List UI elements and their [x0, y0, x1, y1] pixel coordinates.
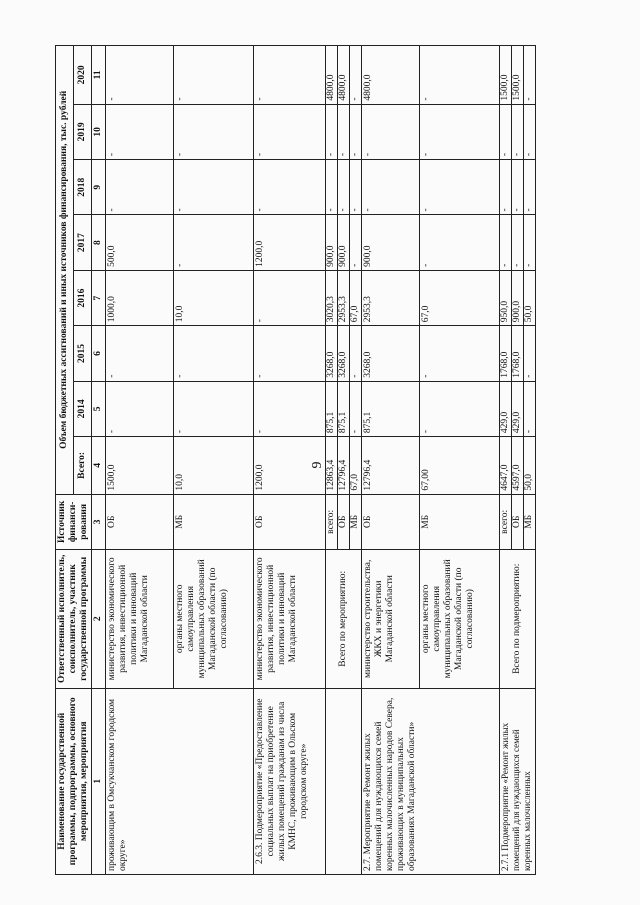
- executor: министерство строительства, ЖКХ и энергетики Магаданской области: [362, 550, 420, 689]
- executor: министерство экономического развития, инвестиционной политики и инноваций Магаданской области: [106, 550, 174, 689]
- value-cell: 4800,0: [326, 46, 338, 105]
- value-cell: 3268,0: [326, 326, 338, 381]
- value-cell: 1200,0: [254, 437, 326, 495]
- value-cell: 67,0: [350, 270, 362, 325]
- index-row: [92, 46, 106, 875]
- value-cell: -: [524, 215, 536, 270]
- value-cell: 2953,3: [362, 270, 420, 325]
- value-cell: 1768,0: [512, 326, 524, 381]
- value-cell: 900,0: [338, 215, 350, 270]
- value-cell: 67,00: [420, 437, 500, 495]
- value-cell: -: [350, 326, 362, 381]
- table-row: [362, 46, 420, 875]
- value-cell: -: [338, 104, 350, 159]
- value-cell: -: [420, 326, 500, 381]
- value-cell: -: [338, 160, 350, 215]
- value-cell: 10,0: [174, 270, 254, 325]
- index-cell: 2: [92, 550, 106, 689]
- header-name: Наименование государственной программы, подпрограммы, основного мероприятия, мероприятия: [56, 688, 92, 874]
- value-cell: 1200,0: [254, 215, 326, 270]
- executor: министерство экономического развития, инвестиционной политики и инноваций Магаданской области: [254, 550, 326, 689]
- value-cell: 900,0: [512, 270, 524, 325]
- value-cell: -: [106, 46, 174, 105]
- source: ОБ: [254, 494, 326, 549]
- index-cell: 1: [92, 688, 106, 874]
- value-cell: 1000,0: [106, 270, 174, 325]
- value-cell: -: [362, 104, 420, 159]
- value-cell: -: [350, 381, 362, 436]
- total-row: [500, 46, 512, 875]
- value-cell: -: [420, 104, 500, 159]
- source: МБ: [524, 494, 536, 549]
- header-executor: Ответственный исполнитель, соисполнитель, участник государственной программы: [56, 550, 92, 689]
- header-year: 2014: [74, 381, 92, 436]
- rotated-table-wrapper: [55, 45, 585, 875]
- index-cell: 6: [92, 326, 106, 381]
- source: МБ: [174, 494, 254, 549]
- total-label: Всего по подмероприятию:: [500, 550, 536, 689]
- index-cell: 3: [92, 494, 106, 549]
- measure-name: 2.7.1 Подмероприятие «Ремонт жилых помещений для нуждающихся семей коренных малочисленных: [500, 688, 536, 874]
- value-cell: -: [524, 104, 536, 159]
- measure-name: 2.6.3. Подмероприятие «Предоставление социальных выплат на приобретение жилых помещений гражданам из числа КМНС, проживающим в Ольском городском округе»: [254, 688, 326, 874]
- source: ОБ: [338, 494, 350, 549]
- table-row: [254, 46, 326, 875]
- value-cell: -: [174, 46, 254, 105]
- value-cell: -: [512, 215, 524, 270]
- value-cell: 500,0: [106, 215, 174, 270]
- value-cell: -: [500, 215, 512, 270]
- value-cell: 875,1: [338, 381, 350, 436]
- source: ОБ: [512, 494, 524, 549]
- value-cell: 950,0: [500, 270, 512, 325]
- value-cell: -: [350, 215, 362, 270]
- funding-table: [55, 45, 536, 875]
- value-cell: 1500,0: [500, 46, 512, 105]
- value-cell: 4647,0: [500, 437, 512, 495]
- value-cell: -: [350, 46, 362, 105]
- header-row: [56, 46, 74, 875]
- value-cell: 67,0: [420, 270, 500, 325]
- value-cell: -: [420, 215, 500, 270]
- value-cell: 3268,0: [338, 326, 350, 381]
- index-cell: 10: [92, 104, 106, 159]
- value-cell: 900,0: [362, 215, 420, 270]
- value-cell: -: [500, 104, 512, 159]
- executor: органы местного самоуправления муниципальных образований Магаданской области (по согласованию): [420, 550, 500, 689]
- value-cell: -: [420, 160, 500, 215]
- value-cell: -: [524, 160, 536, 215]
- empty-cell: [326, 688, 362, 874]
- header-year: 2015: [74, 326, 92, 381]
- value-cell: -: [254, 104, 326, 159]
- value-cell: -: [362, 160, 420, 215]
- total-row: [326, 46, 338, 875]
- source: всего:: [500, 494, 512, 549]
- value-cell: 12796,4: [338, 437, 350, 495]
- measure-name: проживающим в Омсукчанском городском округе»: [106, 688, 254, 874]
- index-cell: 4: [92, 437, 106, 495]
- value-cell: -: [524, 326, 536, 381]
- value-cell: -: [254, 46, 326, 105]
- value-cell: -: [106, 326, 174, 381]
- index-cell: 8: [92, 215, 106, 270]
- source: всего:: [326, 494, 338, 549]
- value-cell: -: [174, 381, 254, 436]
- header-source: Источник финанси-рования: [56, 494, 92, 549]
- value-cell: 1768,0: [500, 326, 512, 381]
- index-cell: 11: [92, 46, 106, 105]
- value-cell: 900,0: [326, 215, 338, 270]
- source: МБ: [420, 494, 500, 549]
- value-cell: 12796,4: [362, 437, 420, 495]
- header-funding: Объем бюджетных ассигнований и иных источников финансирования, тыс. рублей: [56, 46, 74, 495]
- value-cell: 50,0: [524, 270, 536, 325]
- value-cell: -: [254, 270, 326, 325]
- total-label: Всего по мероприятию:: [326, 550, 362, 689]
- value-cell: -: [512, 160, 524, 215]
- value-cell: -: [174, 215, 254, 270]
- source: ОБ: [362, 494, 420, 549]
- value-cell: -: [254, 160, 326, 215]
- value-cell: -: [326, 104, 338, 159]
- header-year: 2017: [74, 215, 92, 270]
- value-cell: 1500,0: [512, 46, 524, 105]
- index-cell: 9: [92, 160, 106, 215]
- value-cell: 12863,4: [326, 437, 338, 495]
- value-cell: 875,1: [326, 381, 338, 436]
- value-cell: -: [326, 160, 338, 215]
- value-cell: -: [524, 46, 536, 105]
- value-cell: -: [174, 104, 254, 159]
- header-year: 2020: [74, 46, 92, 105]
- value-cell: 429,0: [512, 381, 524, 436]
- value-cell: -: [174, 326, 254, 381]
- value-cell: -: [106, 104, 174, 159]
- index-cell: 7: [92, 270, 106, 325]
- value-cell: -: [174, 160, 254, 215]
- value-cell: -: [106, 381, 174, 436]
- value-cell: -: [512, 104, 524, 159]
- value-cell: -: [106, 160, 174, 215]
- source: МБ: [350, 494, 362, 549]
- value-cell: -: [420, 381, 500, 436]
- value-cell: 875,1: [362, 381, 420, 436]
- executor: органы местного самоуправления муниципальных образований Магаданской области (по согласованию): [174, 550, 254, 689]
- index-cell: 5: [92, 381, 106, 436]
- table-row: [106, 46, 174, 875]
- value-cell: -: [350, 160, 362, 215]
- source: ОБ: [106, 494, 174, 549]
- value-cell: 50,0: [524, 437, 536, 495]
- header-year: 2019: [74, 104, 92, 159]
- value-cell: -: [500, 160, 512, 215]
- header-year: 2016: [74, 270, 92, 325]
- value-cell: -: [420, 46, 500, 105]
- value-cell: 1500,0: [106, 437, 174, 495]
- value-cell: -: [524, 381, 536, 436]
- value-cell: 2953,3: [338, 270, 350, 325]
- value-cell: 10,0: [174, 437, 254, 495]
- value-cell: 4800,0: [338, 46, 350, 105]
- value-cell: 4800,0: [362, 46, 420, 105]
- header-total: Всего:: [74, 437, 92, 495]
- measure-name: 2.7. Мероприятие «Ремонт жилых помещений для нуждающихся семей коренных малочисленных народов Севера, проживающих в муниципальных образованиях Магаданской области»: [362, 688, 500, 874]
- header-year: 2018: [74, 160, 92, 215]
- value-cell: 3020,3: [326, 270, 338, 325]
- value-cell: 4597,0: [512, 437, 524, 495]
- value-cell: 3268,0: [362, 326, 420, 381]
- value-cell: -: [254, 381, 326, 436]
- page-number: 9: [310, 461, 325, 469]
- value-cell: 429,0: [500, 381, 512, 436]
- value-cell: 67,0: [350, 437, 362, 495]
- value-cell: -: [350, 104, 362, 159]
- value-cell: -: [254, 326, 326, 381]
